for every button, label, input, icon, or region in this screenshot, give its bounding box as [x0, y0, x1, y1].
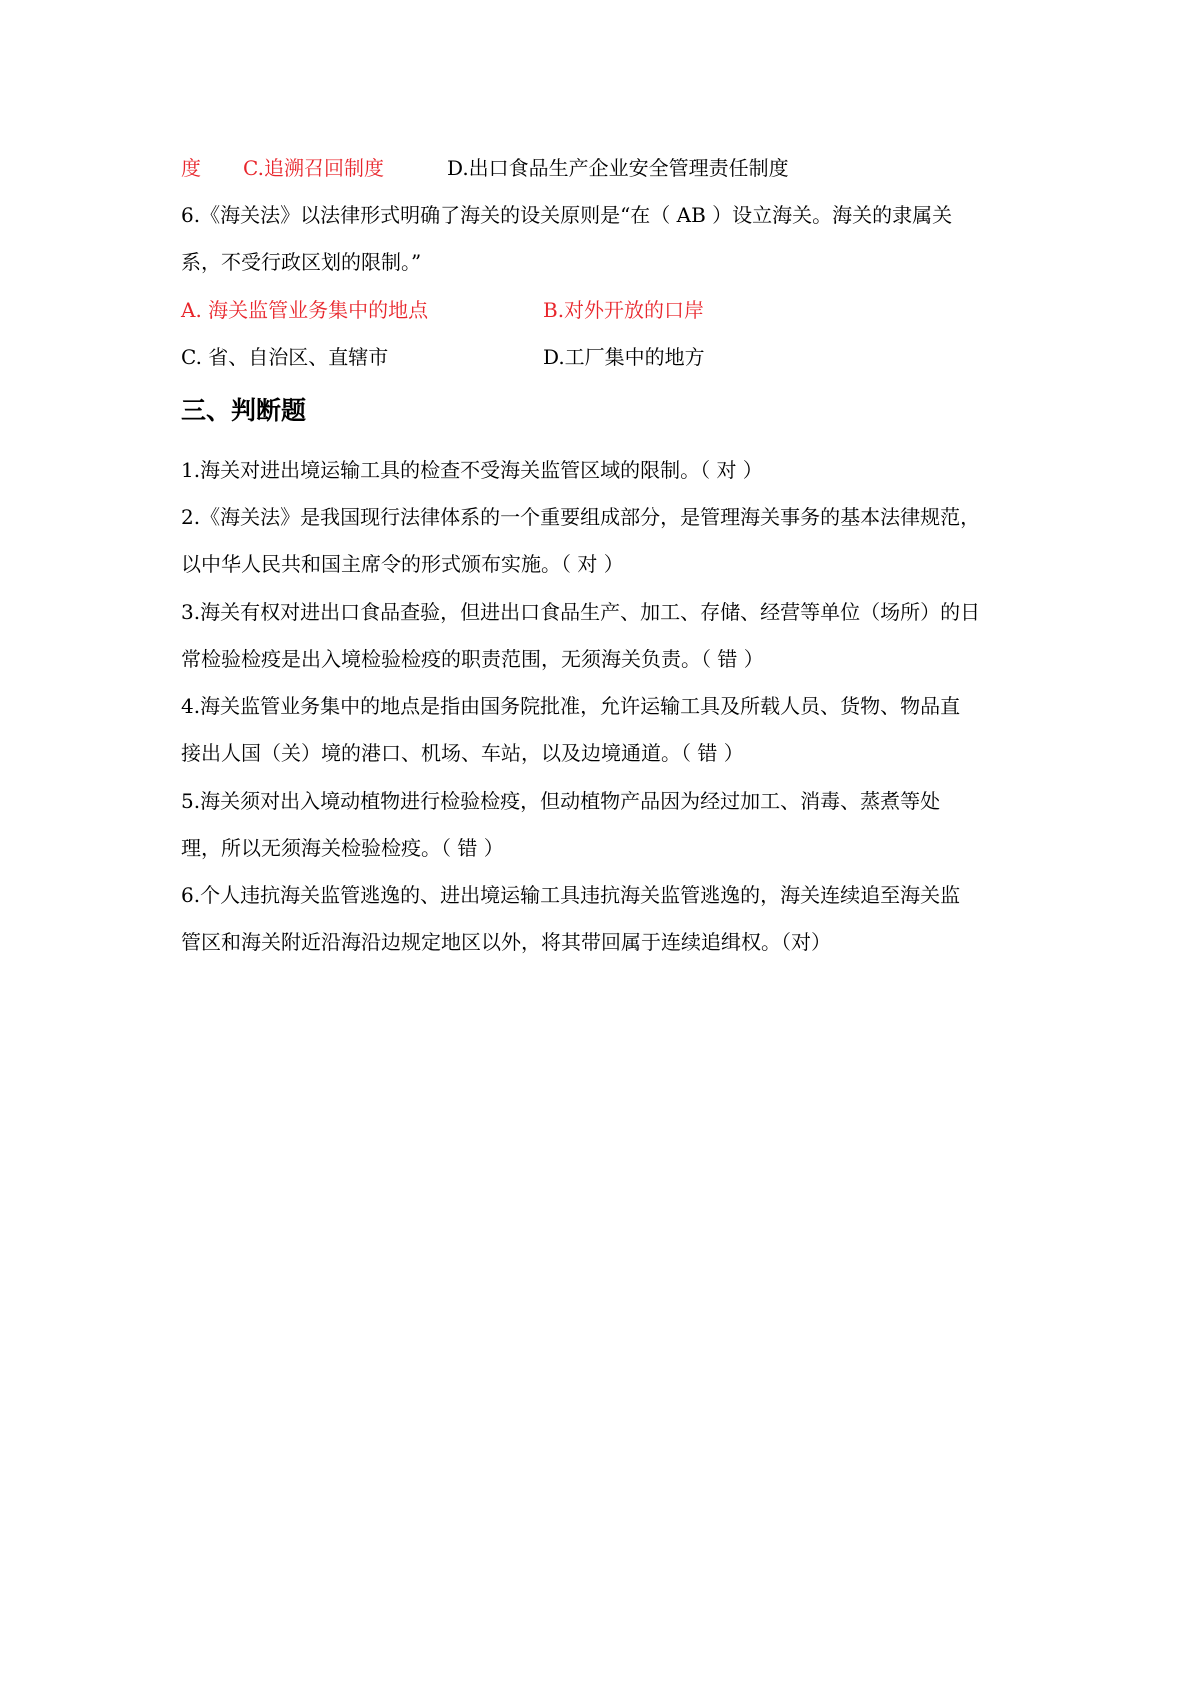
tf-item-5-line1: 5.海关须对出入境动植物进行检验检疫，但动植物产品因为经过加工、消毒、蒸煮等处	[181, 789, 941, 813]
q6-option-b: B.对外开放的口岸	[543, 298, 705, 322]
tf-item-3-line1: 3.海关有权对进出口食品查验，但进出口食品生产、加工、存储、经营等单位（场所）的日	[181, 600, 981, 624]
tf-item-4-line2: 接出人国（关）境的港口、机场、车站，以及边境通道。（ 错 ）	[181, 741, 744, 765]
tf-item-2-line1: 2.《海关法》是我国现行法律体系的一个重要组成部分，是管理海关事务的基本法律规范，	[181, 505, 981, 529]
tf-item-3-line2: 常检验检疫是出入境检验检疫的职责范围，无须海关负责。（ 错 ）	[181, 647, 764, 671]
q6-option-d: D.工厂集中的地方	[543, 345, 705, 369]
q5-option-c: C.追溯召回制度	[243, 156, 384, 180]
q6-option-a: A. 海关监管业务集中的地点	[181, 298, 429, 322]
tf-item-4-line1: 4.海关监管业务集中的地点是指由国务院批准，允许运输工具及所载人员、货物、物品直	[181, 694, 961, 718]
q6-option-c: C. 省、自治区、直辖市	[181, 345, 389, 369]
tf-item-1-line1: 1.海关对进出境运输工具的检查不受海关监管区域的限制。（ 对 ）	[181, 458, 763, 482]
tf-item-5-line2: 理，所以无须海关检验检疫。（ 错 ）	[181, 836, 504, 860]
q6-stem-line1: 6.《海关法》以法律形式明确了海关的设关原则是“在（ AB ）设立海关。海关的隶属关	[181, 203, 953, 227]
tf-item-6-line1: 6.个人违抗海关监管逃逸的、进出境运输工具违抗海关监管逃逸的，海关连续追至海关监	[181, 883, 961, 907]
tf-item-6-line2: 管区和海关附近沿海沿边规定地区以外，将其带回属于连续追缉权。（对）	[181, 930, 831, 954]
section-heading: 三、判断题	[181, 396, 307, 425]
q6-stem-line2: 系，不受行政区划的限制。”	[181, 250, 422, 274]
tf-item-2-line2: 以中华人民共和国主席令的形式颁布实施。（ 对 ）	[181, 552, 624, 576]
q5-option-b-tail: 度	[181, 156, 201, 180]
q5-option-d: D.出口食品生产企业安全管理责任制度	[447, 156, 789, 180]
